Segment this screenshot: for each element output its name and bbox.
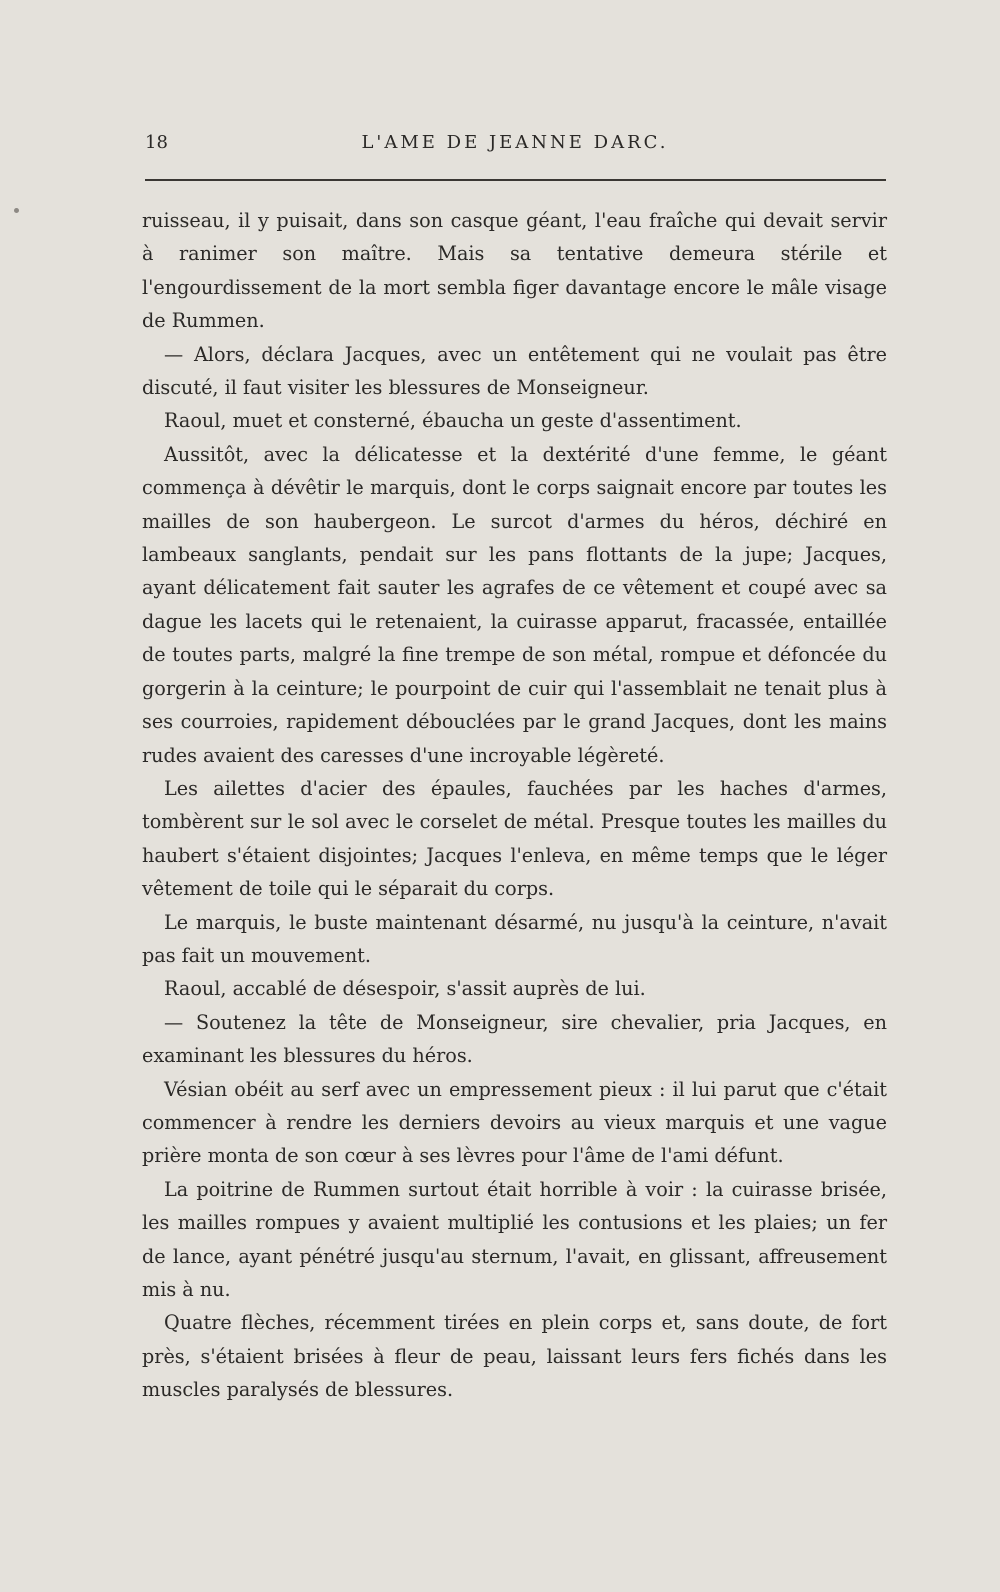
- paragraph: Quatre flèches, récemment tirées en plein corps et, sans doute, de fort près, s'étaient brisées à fleur de peau, laissant leurs fers fichés dans les muscles paralysés de blessures.: [142, 1311, 887, 1402]
- running-title: L'AME DE JEANNE DARC.: [361, 132, 669, 153]
- header-rule: [145, 179, 886, 181]
- paragraph: Vésian obéit au serf avec un empressement pieux : il lui parut que c'était commencer à rendre les derniers devoirs au vieux marquis et une vague prière monta de son cœur à ses lèvres pour l'âme de l'ami défunt.: [142, 1077, 887, 1168]
- paragraph: — Alors, déclara Jacques, avec un entêtement qui ne voulait pas être discuté, il faut visiter les blessures de Monseigneur.: [142, 342, 887, 400]
- page-header: [145, 126, 885, 160]
- paragraph: Les ailettes d'acier des épaules, fauchées par les haches d'armes, tombèrent sur le sol avec le corselet de métal. Presque toutes les mailles du haubert s'étaient disjointes; Jacques l'enleva, en même temps que le léger vêtement de toile qui le séparait du corps.: [142, 776, 887, 901]
- paragraph: Raoul, muet et consterné, ébaucha un geste d'assentiment.: [164, 409, 742, 433]
- paragraph: — Soutenez la tête de Monseigneur, sire chevalier, pria Jacques, en examinant les blessures du héros.: [142, 1010, 887, 1068]
- paper-speck: [14, 208, 19, 213]
- page-number: 18: [145, 132, 168, 153]
- paragraph: Le marquis, le buste maintenant désarmé, nu jusqu'à la ceinture, n'avait pas fait un mouvement.: [142, 910, 887, 967]
- body-text: [142, 204, 887, 1407]
- paragraph: Raoul, accablé de désespoir, s'assit auprès de lui.: [164, 977, 646, 1001]
- paragraph: ruisseau, il y puisait, dans son casque géant, l'eau fraîche qui devait servir à ranimer son maître. Mais sa tentative demeura stérile et l'engourdissement de la mort sembla figer davantage encore le mâle visage de Rummen.: [142, 209, 887, 333]
- paragraph: Aussitôt, avec la délicatesse et la dextérité d'une femme, le géant commença à dévêtir le marquis, dont le corps saignait encore par toutes les mailles de son haubergeon. Le surcot d'armes du héros, déchiré en lambeaux sanglants, pendait sur les pans flottants de la jupe; Jacques, ayant délicatement fait sauter les agrafes de ce vêtement et coupé avec sa dague les lacets qui le retenaient, la cuirasse apparut, fracassée, entaillée de toutes parts, malgré la fine trempe de son métal, rompue et défoncée du gorgerin à la ceinture; le pourpoint de cuir qui l'assemblait ne tenait plus à ses courroies, rapidement débouclées par le grand Jacques, dont les mains rudes avaient des caresses d'une incroyable légèreté.: [142, 442, 887, 767]
- paragraph: La poitrine de Rummen surtout était horrible à voir : la cuirasse brisée, les mailles rompues y avaient multiplié les contusions et les plaies; un fer de lance, ayant pénétré jusqu'au sternum, l'avait, en glissant, affreusement mis à nu.: [142, 1177, 887, 1301]
